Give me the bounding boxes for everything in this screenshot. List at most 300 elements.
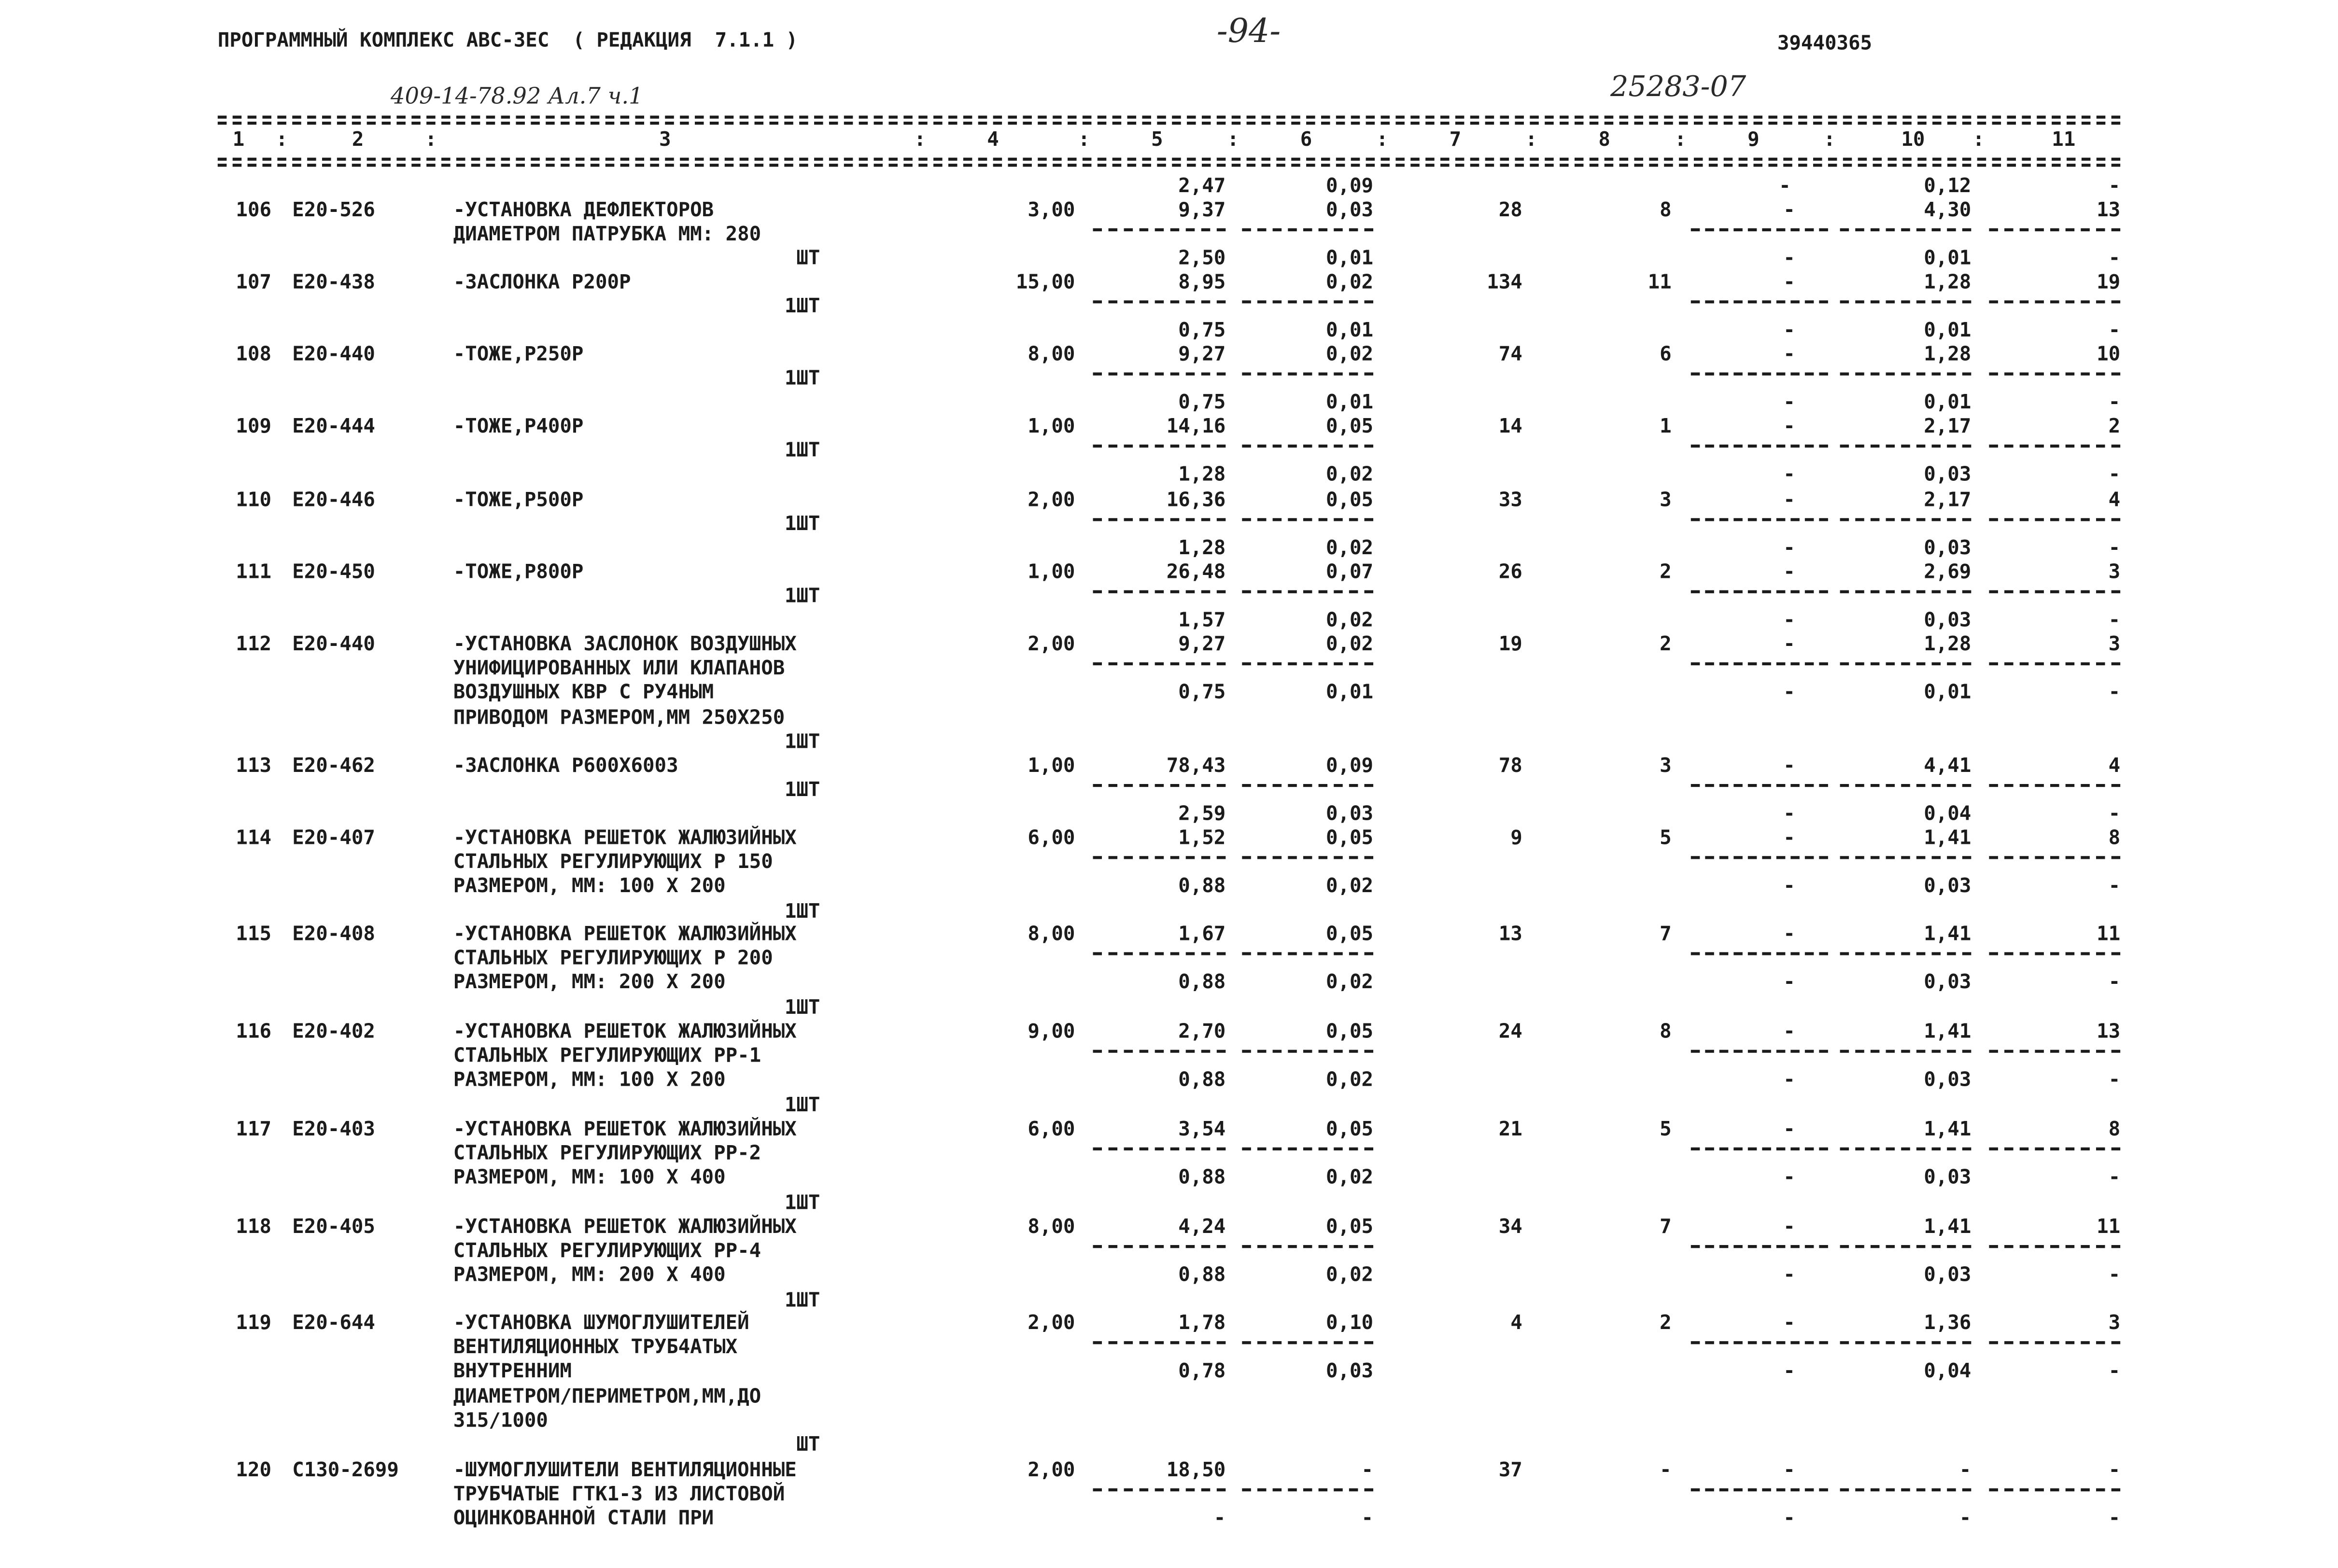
value-col-5: 16,36 (1166, 490, 1226, 512)
unit-of-measure: 1ШТ (784, 586, 820, 609)
carry-c9: - (1779, 175, 1791, 198)
cell-underline (1840, 300, 1972, 303)
value-col-6: 0,05 (1325, 1021, 1374, 1044)
header-rule-bottom (218, 158, 2120, 161)
subvalue-col-11: - (2108, 248, 2121, 270)
cell-underline (1242, 662, 1373, 665)
subvalue-col-11: - (2108, 875, 2121, 898)
cell-underline (1093, 373, 1226, 376)
value-col-11: 11 (2097, 1216, 2121, 1239)
subvalue-col-11: - (2108, 1508, 2121, 1531)
subvalue-col-10: 0,01 (1924, 392, 1972, 415)
value-col-6: 0,07 (1325, 561, 1374, 585)
value-col-5: 9,37 (1178, 199, 1226, 223)
description-line: -ТОЖЕ,Р250Р (453, 344, 584, 367)
unit-of-measure: 1ШТ (784, 996, 820, 1020)
value-col-11: 13 (2097, 199, 2121, 223)
value-col-8: 2 (1660, 561, 1672, 585)
value-col-5: 3,54 (1178, 1119, 1226, 1142)
subvalue-col-5: 2,50 (1178, 248, 1226, 270)
description-line: СТАЛЬНЫХ РЕГУЛИРУЮЩИХ РР-1 (453, 1045, 761, 1068)
quantity: 8,00 (1028, 344, 1075, 367)
column-header-2: 2 (352, 129, 364, 152)
cell-underline (1093, 952, 1226, 955)
column-separator: : (1674, 129, 1687, 152)
subvalue-col-5: 0,88 (1178, 1264, 1226, 1288)
cell-underline (1242, 1245, 1373, 1248)
description-line: УНИФИЦИРОВАННЫХ ИЛИ КЛАПАНОВ (453, 658, 785, 681)
header-rule-top (218, 116, 2120, 119)
description-line: СТАЛЬНЫХ РЕГУЛИРУЮЩИХ Р 200 (453, 948, 773, 971)
value-col-9: - (1783, 924, 1795, 946)
description-line: -УСТАНОВКА ЗАСЛОНОК ВОЗДУШНЫХ (453, 633, 797, 657)
subvalue-col-11: - (2108, 610, 2121, 632)
subvalue-col-9: - (1783, 248, 1795, 270)
column-header-1: 1 (232, 129, 245, 152)
subvalue-col-9: - (1783, 1508, 1795, 1531)
cell-underline (1840, 228, 1972, 231)
subvalue-col-10: - (1959, 1508, 1972, 1531)
unit-of-measure: 1ШТ (784, 368, 820, 391)
column-header-8: 8 (1598, 129, 1610, 152)
cell-underline (1840, 1488, 1972, 1491)
cell-underline (1840, 662, 1972, 665)
column-separator: : (1823, 129, 1836, 152)
cell-underline (1691, 590, 1828, 593)
row-number: 107 (236, 272, 272, 294)
cell-underline (1840, 590, 1972, 593)
cell-underline (1242, 373, 1373, 376)
resource-code: Е20-438 (292, 272, 375, 294)
value-col-6: 0,05 (1325, 490, 1374, 512)
cell-underline (1840, 952, 1972, 955)
value-col-9: - (1783, 1021, 1795, 1044)
subvalue-col-10: 0,03 (1924, 610, 1972, 632)
description-line: ДИАМЕТРОМ ПАТРУБКА ММ: 280 (453, 224, 761, 247)
subvalue-col-10: 0,01 (1924, 682, 1972, 705)
description-line: 315/1000 (453, 1410, 548, 1433)
quantity: 6,00 (1028, 1119, 1075, 1142)
row-number: 117 (236, 1119, 272, 1142)
cell-underline (1989, 445, 2120, 448)
resource-code: Е20-450 (292, 561, 375, 585)
value-col-8: 2 (1660, 1313, 1672, 1335)
subvalue-col-5: 1,28 (1178, 537, 1226, 560)
quantity: 1,00 (1028, 416, 1075, 439)
unit-of-measure: 1ШТ (784, 1289, 820, 1312)
description-line: РАЗМЕРОМ, ММ: 200 Х 400 (453, 1265, 726, 1288)
subvalue-col-10: 0,03 (1924, 971, 1972, 994)
row-number: 115 (236, 924, 272, 946)
subvalue-col-11: - (2108, 392, 2121, 415)
value-col-9: - (1783, 755, 1795, 778)
subvalue-col-9: - (1783, 610, 1795, 632)
row-number: 108 (236, 344, 272, 367)
row-number: 118 (236, 1216, 272, 1239)
cell-underline (1093, 228, 1226, 231)
value-col-7: 37 (1498, 1459, 1522, 1483)
cell-underline (1242, 1148, 1373, 1150)
column-header-10: 10 (1901, 129, 1925, 152)
resource-code: Е20-446 (292, 490, 375, 512)
resource-code: Е20-440 (292, 344, 375, 367)
cell-underline (1242, 856, 1373, 859)
unit-of-measure: 1ШТ (784, 514, 820, 537)
subvalue-col-9: - (1783, 1360, 1795, 1384)
cell-underline (1093, 590, 1226, 593)
subvalue-col-10: 0,01 (1924, 248, 1972, 270)
cell-underline (1242, 1341, 1373, 1344)
description-line: ДИАМЕТРОМ/ПЕРИМЕТРОМ,ММ,ДО (453, 1386, 761, 1408)
row-number: 114 (236, 827, 272, 850)
cell-underline (1691, 784, 1828, 787)
resource-code: Е20-403 (292, 1119, 375, 1142)
value-col-7: 9 (1510, 827, 1522, 850)
quantity: 2,00 (1028, 490, 1075, 512)
row-number: 110 (236, 490, 272, 512)
description-line: ВНУТРЕННИМ (453, 1361, 572, 1384)
cell-underline (1242, 445, 1373, 448)
cell-underline (1691, 445, 1828, 448)
cell-underline (1989, 952, 2120, 955)
subvalue-col-9: - (1783, 1069, 1795, 1092)
description-line: ОЦИНКОВАННОЙ СТАЛИ ПРИ (453, 1508, 714, 1531)
cell-underline (1093, 662, 1226, 665)
value-col-11: 4 (2108, 755, 2121, 778)
description-line: ПРИВОДОМ РАЗМЕРОМ,ММ 250Х250 (453, 707, 785, 729)
resource-code: Е20-444 (292, 416, 375, 439)
description-line: РАЗМЕРОМ, ММ: 200 Х 200 (453, 972, 726, 995)
value-col-8: 5 (1660, 827, 1672, 850)
description-line: ВОЗДУШНЫХ КВР С РУ4НЫМ (453, 682, 714, 705)
value-col-5: 8,95 (1178, 272, 1226, 294)
value-col-11: 3 (2108, 633, 2121, 657)
cell-underline (1691, 1148, 1828, 1150)
value-col-11: 13 (2097, 1021, 2121, 1044)
cell-underline (1242, 1050, 1373, 1053)
value-col-7: 33 (1498, 490, 1522, 512)
value-col-10: 1,41 (1924, 1021, 1972, 1044)
subvalue-col-10: 0,03 (1924, 1167, 1972, 1190)
subvalue-col-11: - (2108, 537, 2121, 560)
value-col-11: 19 (2097, 272, 2121, 294)
cell-underline (1093, 784, 1226, 787)
value-col-10: 2,69 (1924, 561, 1972, 585)
row-number: 106 (236, 199, 272, 223)
subvalue-col-10: 0,01 (1924, 320, 1972, 343)
carry-c10: 0,12 (1924, 175, 1972, 198)
resource-code: Е20-526 (292, 199, 375, 223)
row-number: 111 (236, 561, 272, 585)
value-col-11: 8 (2108, 1119, 2121, 1142)
value-col-10: - (1959, 1459, 1972, 1483)
cell-underline (1691, 856, 1828, 859)
value-col-11: 3 (2108, 1313, 2121, 1335)
value-col-9: - (1783, 1313, 1795, 1335)
cell-underline (1242, 300, 1373, 303)
value-col-5: 1,67 (1178, 924, 1226, 946)
column-separator: : (1227, 129, 1239, 152)
column-separator: : (425, 129, 437, 152)
row-number: 112 (236, 633, 272, 657)
subvalue-col-10: 0,03 (1924, 1069, 1972, 1092)
subvalue-col-10: 0,03 (1924, 537, 1972, 560)
value-col-10: 4,30 (1924, 199, 1972, 223)
subvalue-col-5: 0,75 (1178, 682, 1226, 705)
value-col-10: 2,17 (1924, 416, 1972, 439)
value-col-6: 0,02 (1325, 633, 1374, 657)
value-col-8: 2 (1660, 633, 1672, 657)
quantity: 9,00 (1028, 1021, 1075, 1044)
resource-code: Е20-407 (292, 827, 375, 850)
cell-underline (1989, 856, 2120, 859)
subvalue-col-9: - (1783, 320, 1795, 343)
value-col-6: - (1361, 1459, 1374, 1483)
value-col-11: - (2108, 1459, 2121, 1483)
value-col-8: 1 (1660, 416, 1672, 439)
resource-code: Е20-440 (292, 633, 375, 657)
cell-underline (1691, 1488, 1828, 1491)
resource-code: Е20-402 (292, 1021, 375, 1044)
subvalue-col-9: - (1783, 537, 1795, 560)
value-col-7: 13 (1498, 924, 1522, 946)
cell-underline (1242, 228, 1373, 231)
cell-underline (1989, 373, 2120, 376)
subvalue-col-11: - (2108, 803, 2121, 826)
cell-underline (1840, 784, 1972, 787)
quantity: 8,00 (1028, 1216, 1075, 1239)
description-line: РАЗМЕРОМ, ММ: 100 Х 200 (453, 876, 726, 899)
value-col-5: 9,27 (1178, 633, 1226, 657)
value-col-8: 3 (1660, 755, 1672, 778)
header-rule-top-2 (218, 122, 2120, 125)
subvalue-col-10: 0,04 (1924, 803, 1972, 826)
column-separator: : (1078, 129, 1090, 152)
cell-underline (1989, 662, 2120, 665)
subvalue-col-9: - (1783, 1167, 1795, 1190)
resource-code: Е20-462 (292, 755, 375, 778)
quantity: 8,00 (1028, 924, 1075, 946)
cell-underline (1093, 1341, 1226, 1344)
value-col-10: 1,28 (1924, 344, 1972, 367)
cell-underline (1840, 1148, 1972, 1150)
subvalue-col-6: 0,02 (1325, 1167, 1374, 1190)
description-line: РАЗМЕРОМ, ММ: 100 Х 200 (453, 1070, 726, 1092)
program-title: ПРОГРАММНЫЙ КОМПЛЕКС АВС-3ЕС ( РЕДАКЦИЯ 7.1.1 ) (217, 30, 798, 53)
value-col-7: 24 (1498, 1021, 1522, 1044)
value-col-7: 26 (1498, 561, 1522, 585)
value-col-11: 11 (2097, 924, 2121, 946)
value-col-9: - (1783, 1216, 1795, 1239)
value-col-8: 3 (1660, 490, 1672, 512)
subvalue-col-10: 0,03 (1924, 1264, 1972, 1288)
unit-of-measure: 1ШТ (784, 780, 820, 802)
subvalue-col-5: 1,28 (1178, 464, 1226, 487)
cell-underline (1840, 1341, 1972, 1344)
resource-code: Е20-405 (292, 1216, 375, 1239)
value-col-10: 1,36 (1924, 1313, 1972, 1335)
page-number: -94- (1216, 13, 1281, 51)
value-col-7: 28 (1498, 199, 1522, 223)
document-number: 25283-07 (1610, 70, 1746, 104)
subvalue-col-5: 0,88 (1178, 971, 1226, 994)
subvalue-col-6: 0,02 (1325, 537, 1374, 560)
subvalue-col-9: - (1783, 875, 1795, 898)
description-line: ТРУБЧАТЫЕ ГТК1-3 ИЗ ЛИСТОВОЙ (453, 1484, 785, 1507)
cell-underline (1093, 1488, 1226, 1491)
column-header-11: 11 (2052, 129, 2076, 152)
cell-underline (1989, 784, 2120, 787)
subvalue-col-6: 0,01 (1325, 392, 1374, 415)
value-col-8: 11 (1648, 272, 1672, 294)
description-line: -ШУМОГЛУШИТЕЛИ ВЕНТИЛЯЦИОННЫЕ (453, 1459, 797, 1483)
value-col-9: - (1783, 490, 1795, 512)
value-col-8: 8 (1660, 199, 1672, 223)
subvalue-col-5: 0,88 (1178, 1167, 1226, 1190)
value-col-7: 19 (1498, 633, 1522, 657)
description-line: -УСТАНОВКА ДЕФЛЕКТОРОВ (453, 199, 714, 223)
value-col-9: - (1783, 1119, 1795, 1142)
value-col-6: 0,05 (1325, 416, 1374, 439)
carry-c11: - (2108, 175, 2121, 198)
cell-underline (1093, 1050, 1226, 1053)
value-col-8: 5 (1660, 1119, 1672, 1142)
column-separator: : (1972, 129, 1985, 152)
subvalue-col-10: 0,04 (1924, 1360, 1972, 1384)
cell-underline (1840, 445, 1972, 448)
row-number: 109 (236, 416, 272, 439)
subvalue-col-6: 0,02 (1325, 971, 1374, 994)
subvalue-col-6: 0,03 (1325, 1360, 1374, 1384)
description-line: -ЗАСЛОНКА Р600Х6003 (453, 755, 678, 778)
subvalue-col-11: - (2108, 320, 2121, 343)
column-separator: : (1376, 129, 1388, 152)
column-separator: : (1525, 129, 1537, 152)
cell-underline (1691, 373, 1828, 376)
value-col-9: - (1783, 199, 1795, 223)
value-col-5: 4,24 (1178, 1216, 1226, 1239)
value-col-11: 8 (2108, 827, 2121, 850)
cell-underline (1093, 856, 1226, 859)
cell-underline (1691, 300, 1828, 303)
value-col-7: 78 (1498, 755, 1522, 778)
value-col-6: 0,09 (1325, 755, 1374, 778)
subvalue-col-11: - (2108, 464, 2121, 487)
value-col-8: 7 (1660, 924, 1672, 946)
description-line: -ЗАСЛОНКА Р200Р (453, 272, 631, 294)
resource-code: Е20-408 (292, 924, 375, 946)
subvalue-col-9: - (1783, 803, 1795, 826)
row-number: 116 (236, 1021, 272, 1044)
value-col-10: 2,17 (1924, 490, 1972, 512)
cell-underline (1989, 1148, 2120, 1150)
cell-underline (1840, 373, 1972, 376)
row-number: 113 (236, 755, 272, 778)
unit-of-measure: 1ШТ (784, 1191, 820, 1215)
value-col-9: - (1783, 272, 1795, 294)
value-col-9: - (1783, 1459, 1795, 1483)
cell-underline (1093, 1245, 1226, 1248)
value-col-11: 4 (2108, 490, 2121, 512)
description-line: -ТОЖЕ,Р500Р (453, 490, 584, 512)
subvalue-col-6: 0,01 (1325, 320, 1374, 343)
subvalue-col-6: 0,02 (1325, 610, 1374, 632)
subvalue-col-6: 0,02 (1325, 1069, 1374, 1092)
subvalue-col-9: - (1783, 1264, 1795, 1288)
value-col-9: - (1783, 827, 1795, 850)
value-col-6: 0,05 (1325, 1216, 1374, 1239)
value-col-7: 34 (1498, 1216, 1522, 1239)
column-separator: : (914, 129, 926, 152)
cell-underline (1691, 662, 1828, 665)
cell-underline (1242, 952, 1373, 955)
subvalue-col-6: 0,02 (1325, 464, 1374, 487)
resource-code: С130-2699 (292, 1459, 399, 1483)
value-col-5: 1,78 (1178, 1313, 1226, 1335)
subvalue-col-6: - (1361, 1508, 1374, 1531)
cell-underline (1840, 1245, 1972, 1248)
value-col-5: 78,43 (1166, 755, 1226, 778)
cell-underline (1242, 784, 1373, 787)
cell-underline (1989, 300, 2120, 303)
value-col-10: 1,41 (1924, 1119, 1972, 1142)
carry-c6: 0,09 (1325, 175, 1374, 198)
value-col-5: 26,48 (1166, 561, 1226, 585)
description-line: -ТОЖЕ,Р800Р (453, 561, 584, 585)
value-col-6: 0,02 (1325, 272, 1374, 294)
value-col-6: 0,03 (1325, 199, 1374, 223)
subvalue-col-6: 0,02 (1325, 1264, 1374, 1288)
value-col-7: 134 (1487, 272, 1522, 294)
unit-of-measure: 1ШТ (784, 296, 820, 319)
value-col-6: 0,05 (1325, 1119, 1374, 1142)
value-col-5: 2,70 (1178, 1021, 1226, 1044)
header-rule-bottom-2 (218, 164, 2120, 167)
cell-underline (1093, 445, 1226, 448)
column-header-6: 6 (1300, 129, 1312, 152)
column-header-9: 9 (1747, 129, 1760, 152)
subvalue-col-5: 1,57 (1178, 610, 1226, 632)
value-col-7: 21 (1498, 1119, 1522, 1142)
value-col-9: - (1783, 344, 1795, 367)
resource-code: Е20-644 (292, 1313, 375, 1335)
subvalue-col-6: 0,03 (1325, 803, 1374, 826)
quantity: 2,00 (1028, 1459, 1075, 1483)
column-header-4: 4 (987, 129, 999, 152)
description-line: СТАЛЬНЫХ РЕГУЛИРУЮЩИХ РР-4 (453, 1241, 761, 1263)
description-line: СТАЛЬНЫХ РЕГУЛИРУЮЩИХ Р 150 (453, 852, 773, 875)
subvalue-col-11: - (2108, 971, 2121, 994)
cell-underline (1840, 518, 1972, 521)
cell-underline (1691, 952, 1828, 955)
value-col-7: 4 (1510, 1313, 1522, 1335)
description-line: -УСТАНОВКА РЕШЕТОК ЖАЛЮЗИЙНЫХ (453, 1021, 797, 1044)
cell-underline (1989, 1341, 2120, 1344)
subvalue-col-11: - (2108, 1167, 2121, 1190)
quantity: 6,00 (1028, 827, 1075, 850)
description-line: -УСТАНОВКА РЕШЕТОК ЖАЛЮЗИЙНЫХ (453, 1119, 797, 1142)
cell-underline (1989, 1245, 2120, 1248)
value-col-6: 0,10 (1325, 1313, 1374, 1335)
unit-of-measure: 1ШТ (784, 900, 820, 924)
cell-underline (1093, 518, 1226, 521)
subvalue-col-5: 0,88 (1178, 875, 1226, 898)
subvalue-col-6: 0,01 (1325, 248, 1374, 270)
subvalue-col-11: - (2108, 1264, 2121, 1288)
unit-of-measure: 1ШТ (784, 440, 820, 463)
quantity: 2,00 (1028, 633, 1075, 657)
cell-underline (1093, 300, 1226, 303)
